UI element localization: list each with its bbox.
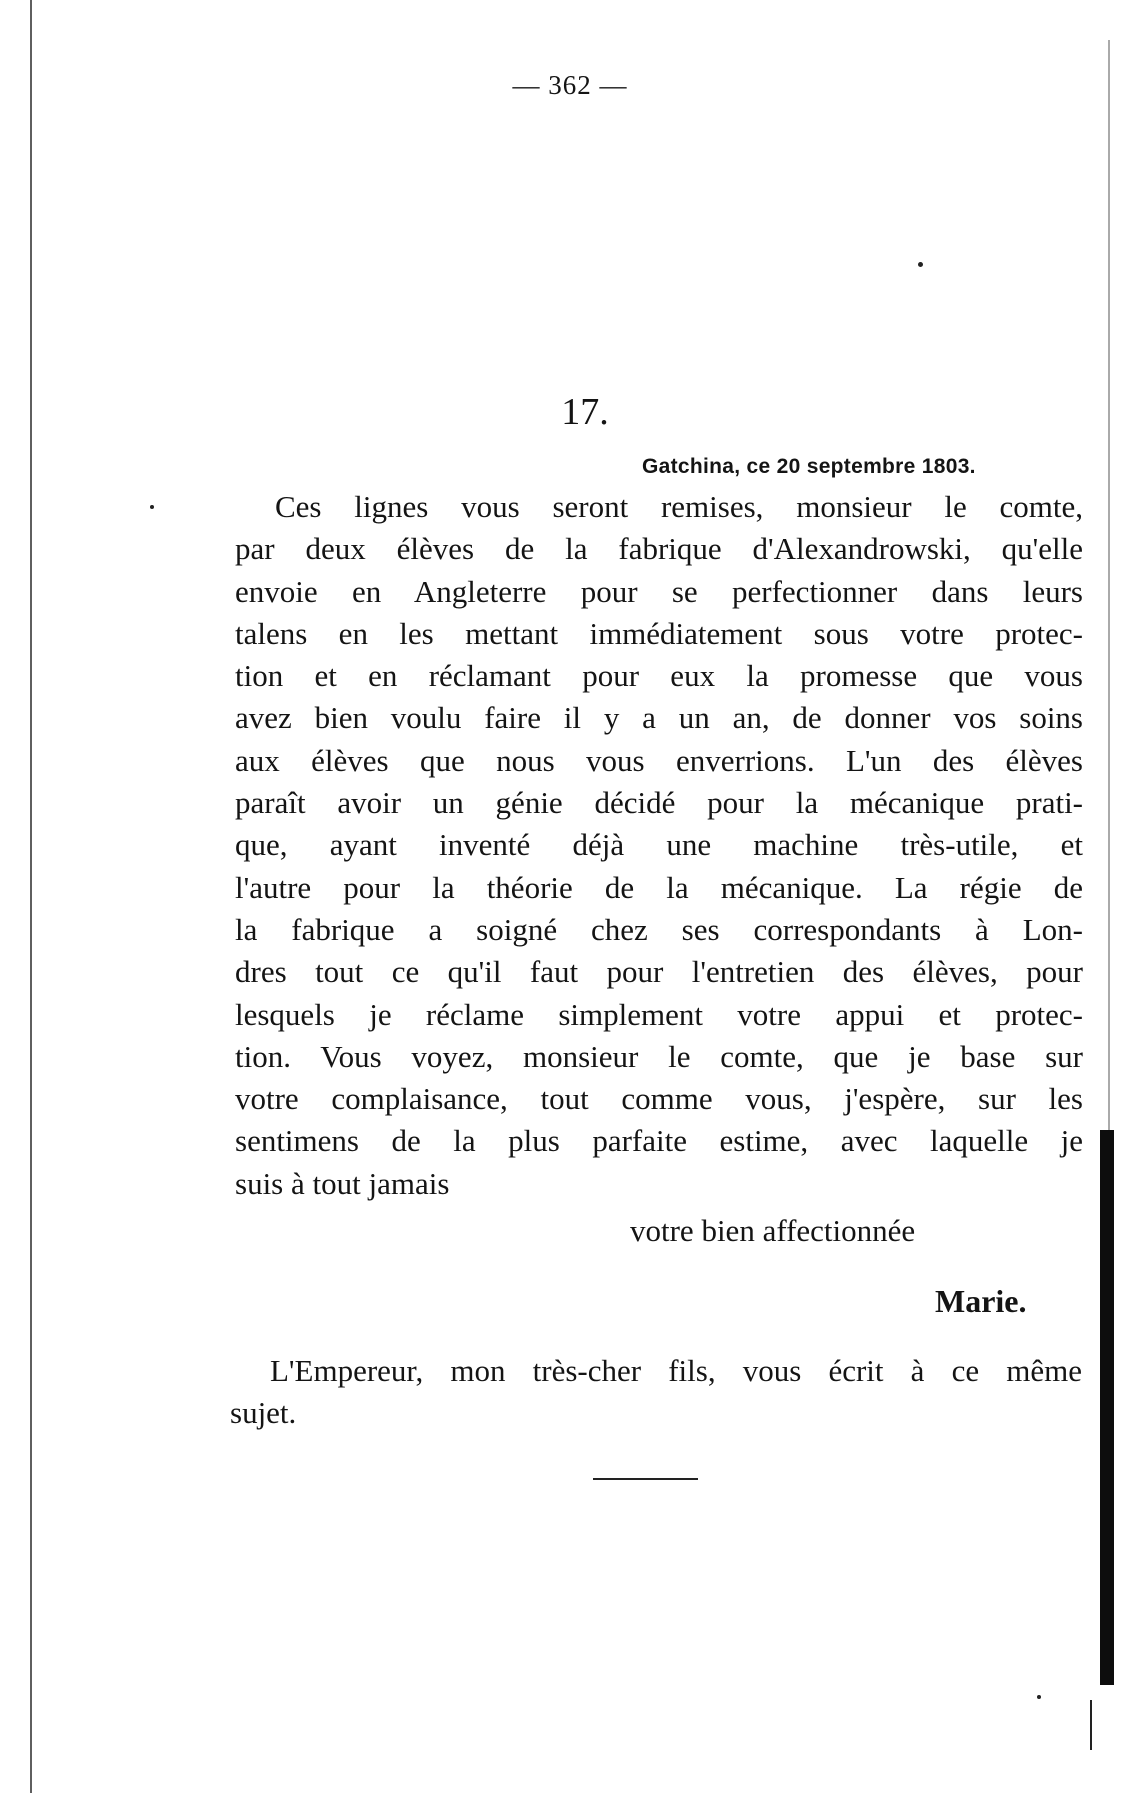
body-line: suis à tout jamais	[235, 1165, 450, 1201]
body-line: l'autre pour la théorie de la mécanique. La régie de	[235, 869, 1083, 905]
letter-number: 17.	[561, 391, 609, 433]
letter-closing: votre bien affectionnée	[630, 1213, 916, 1248]
scan-edge-right-lower	[1090, 1700, 1092, 1750]
section-rule	[593, 1478, 698, 1480]
body-line: par deux élèves de la fabrique d'Alexandrowski, qu'elle	[235, 531, 1083, 567]
scan-speck	[918, 262, 923, 267]
body-line: talens en les mettant immédiatement sous votre protec-	[235, 615, 1083, 651]
body-line: dres tout ce qu'il faut pour l'entretien des élèves, pour	[235, 954, 1083, 990]
body-line: la fabrique a soigné chez ses correspondants à Lon-	[235, 911, 1083, 947]
letter-signature: Marie.	[935, 1283, 1027, 1319]
body-line: avez bien voulu faire il y a un an, de donner vos soins	[235, 700, 1083, 736]
body-line: votre complaisance, tout comme vous, j'espère, sur les	[235, 1081, 1083, 1117]
postscript	[230, 1350, 1082, 1435]
body-line: que, ayant inventé déjà une machine très-utile, et	[235, 827, 1083, 863]
scan-speck	[1037, 1695, 1041, 1699]
letter-body	[235, 486, 1083, 1205]
postscript-line: sujet.	[230, 1395, 297, 1431]
page-number: — 362 —	[512, 70, 628, 100]
scan-edge-left	[30, 0, 32, 1793]
body-line: aux élèves que nous vous enverrions. L'un des élèves	[235, 742, 1083, 778]
body-line: tion et en réclamant pour eux la promesse que vous	[235, 658, 1083, 694]
body-line: tion. Vous voyez, monsieur le comte, que je base sur	[235, 1038, 1083, 1074]
postscript-line: L'Empereur, mon très-cher fils, vous écrit à ce même	[270, 1353, 1082, 1388]
body-line: envoie en Angleterre pour se perfectionner dans leurs	[235, 573, 1083, 609]
body-line: lesquels je réclame simplement votre appui et protec-	[235, 996, 1083, 1032]
scan-speck	[150, 505, 154, 509]
body-line: paraît avoir un génie décidé pour la mécanique prati-	[235, 785, 1083, 821]
letter-dateline: Gatchina, ce 20 septembre 1803.	[642, 455, 976, 478]
scan-binding-shadow	[1100, 1130, 1114, 1685]
body-line: Ces lignes vous seront remises, monsieur le comte,	[275, 489, 1083, 524]
scan-edge-right	[1108, 40, 1110, 1240]
body-line: sentimens de la plus parfaite estime, avec laquelle je	[235, 1123, 1083, 1159]
